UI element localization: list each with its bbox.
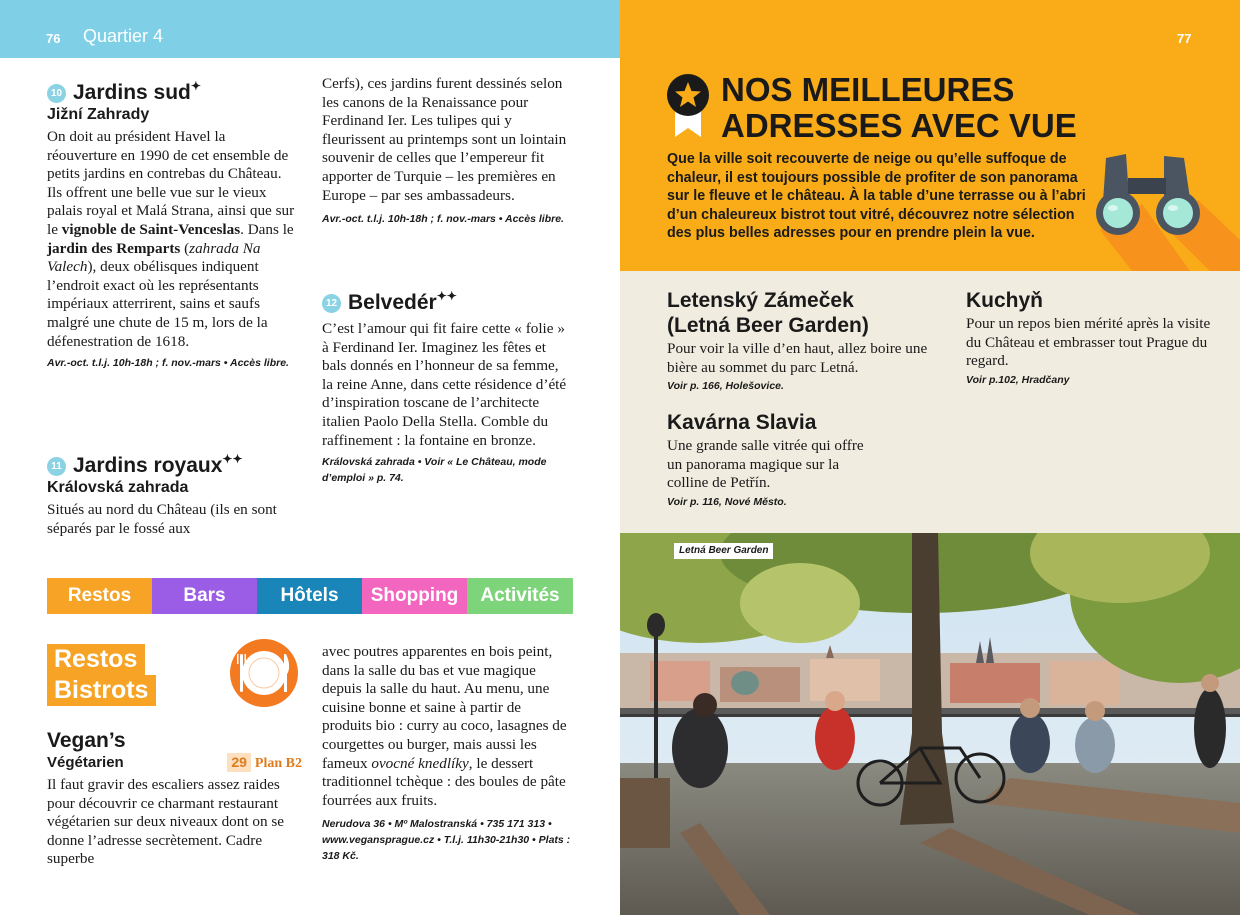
text-span: ( [180,239,190,257]
italic-span: zahrada Na Valech [47,239,261,276]
plan-ref-text: Plan B2 [254,756,302,771]
letensky-title-line-1: Letenský Zámeček [667,289,854,312]
star-rating-icon: ✦✦ [222,452,243,466]
left-page-number: 76 [46,31,61,46]
jardins-sud-section [47,74,299,371]
tab-hotels[interactable]: Hôtels [257,578,362,614]
tab-bars[interactable]: Bars [152,578,257,614]
vegans-section [47,729,302,869]
jardins-sud-title: Jardins sud [73,81,191,104]
belveder-heading [322,284,572,315]
restos-label-line-2: Bistrots [47,675,156,706]
belveder-title: Belvedér [348,291,437,314]
italic-span: ovocné knedlíky [371,754,469,772]
vegans-subtitle: Végétarien [47,754,124,771]
number-badge: 10 [47,84,66,103]
left-page-header [0,0,620,58]
heading-line-1: NOS MEILLEURES [721,71,1015,108]
vegans-title: Vegan’s [47,729,126,752]
belveder-section [322,284,572,486]
tab-restos[interactable]: Restos [47,578,152,614]
kuchyn-text: Pour un repos bien mérité après la visite du Château et embrasser tout Prague du regard. [966,315,1211,370]
letna-beer-garden-photo [620,533,1240,915]
binoculars-icon [1080,140,1240,271]
text-span: , le dessert traditionnel tchèque : des boules de pâte fourrées aux fruits. [322,754,566,809]
best-views-intro: Que la ville soit recouverte de neige ou qu’elle suffoque de chaleur, il est toujours possible de profiter de son panorama sur le fleuve et le château. À la table d’une terrasse ou à l’abri d’un chaleureux bistrot tout vitré, découvrez notre sélection des plus belles adresses pour en prendre plein la vue. [667,151,1086,242]
star-rating-icon: ✦✦ [436,289,457,303]
jardins-sud-info: Avr.-oct. t.l.j. 10h-18h ; f. nov.-mars • Accès libre. [47,357,289,370]
jardins-royaux-text: Situés au nord du Château (ils en sont séparés par le fossé aux [47,501,277,537]
restos-label-line-1: Restos [47,644,145,675]
vegans-column-2 [322,643,572,864]
heading-line-2: ADRESSES AVEC VUE [721,107,1077,144]
jardins-royaux-section [47,447,299,538]
number-badge: 11 [47,457,66,476]
column-2 [322,75,572,227]
view-spots-panel [620,271,1240,533]
right-page-number: 77 [1177,31,1192,46]
kavarna-text: Une grande salle vitrée qui offre un panorama magique sur la colline de Petřín. [667,437,864,492]
star-rating-icon: ✦ [190,79,201,93]
text-span: . Dans le [240,220,294,238]
text-span: avec poutres apparentes en bois peint, dans la salle du bas et vue magique depuis la salle du haut. Au menu, une cuisine bonne et saine à partir de produits bio : curry au coco, lasagnes de courgettes ou burger, mais aussi les fameux [322,643,567,772]
kavarna-entry [667,410,947,510]
jardins-royaux-subtitle: Královská zahrada [47,479,189,496]
bold-span: vignoble de Saint-Venceslas [61,220,241,238]
plate-cutlery-icon [229,638,299,708]
letensky-entry [667,288,952,394]
kuchyn-ref: Voir p.102, Hradčany [966,373,1070,386]
plan-reference [227,753,302,772]
letensky-title-line-2: (Letná Beer Garden) [667,314,869,337]
vegans-subtitle-row [47,753,302,775]
section-title: Quartier 4 [83,26,164,46]
bold-span: jardin des Remparts [47,239,181,257]
letensky-ref: Voir p. 166, Holešovice. [667,380,784,393]
vegans-text: Il faut gravir des escaliers assez raides pour découvrir ce charmant restaurant végétarien sur deux niveaux dont on se donne l’adresse secrètement. Cadre superbe [47,776,285,868]
jardins-royaux-continuation: Cerfs), ces jardins furent dessinés selon les canons de la Renaissance pour Ferdinand Ier. Les tulipes qui y fleurissent au printemps sont un lointain souvenir de celles que l’empereur fit apporter de Turquie – les premières en Europe – par ses ambassadeurs. [322,75,567,204]
jardins-sud-text [47,128,299,351]
letensky-title [667,288,952,338]
jardins-royaux-heading [47,447,299,478]
text-span: ), deux obélisques indiquent l’endroit exact où les représentants impériaux atterrirent, sains et saufs malgré une chute de 15 m, lors de la défenestration de 1618. [47,258,268,350]
jardins-sud-subtitle: Jižní Zahrady [47,106,150,123]
tab-shopping[interactable]: Shopping [362,578,467,614]
number-badge: 12 [322,294,341,313]
kuchyn-title: Kuchyň [966,289,1044,312]
letensky-text: Pour voir la ville d’en haut, allez boire une bière au sommet du parc Letná. [667,340,928,376]
jardins-sud-heading [47,74,299,105]
vegans-info: Nerudova 36 • Mº Malostranská • 735 171 313 • www.vegansprague.cz • T.l.j. 11h30-21h30 • Plats : 318 Kč. [322,818,571,863]
jardins-royaux-info: Avr.-oct. t.l.j. 10h-18h ; f. nov.-mars • Accès libre. [322,213,564,226]
best-views-header-panel [620,0,1240,271]
kavarna-title: Kavárna Slavia [667,411,817,434]
vegans-text-continued [322,643,572,810]
restos-bistrots-label [47,644,156,706]
best-views-heading [721,72,1077,144]
belveder-text: C’est l’amour qui fit faire cette « folie » à Ferdinand Ier. Imaginez les fêtes et bals donnés en l’honneur de sa femme, la reine Anne, dans cette résidence d’été d’inspiration toscane de l’architecte italien Paolo Della Stella. Comble du raffinement : la fontaine en bronze. [322,320,567,449]
belveder-info: Královská zahrada • Voir « Le Château, mode d’emploi » p. 74. [322,456,547,485]
tab-activites[interactable]: Activités [467,578,573,614]
plan-number-badge: 29 [227,753,251,772]
photo-caption: Letná Beer Garden [674,543,773,559]
star-ribbon-icon [666,73,710,139]
category-tabs [47,578,573,614]
kavarna-ref: Voir p. 116, Nové Město. [667,495,787,508]
text-span: On doit au président Havel la réouverture en 1990 de cet ensemble de petits jardins en contrebas du Château. Ils offrent une belle vue sur le vieux palais royal et Malá Strana, ainsi que sur le [47,128,295,238]
kuchyn-entry [966,288,1211,388]
jardins-royaux-title: Jardins royaux [73,454,223,477]
